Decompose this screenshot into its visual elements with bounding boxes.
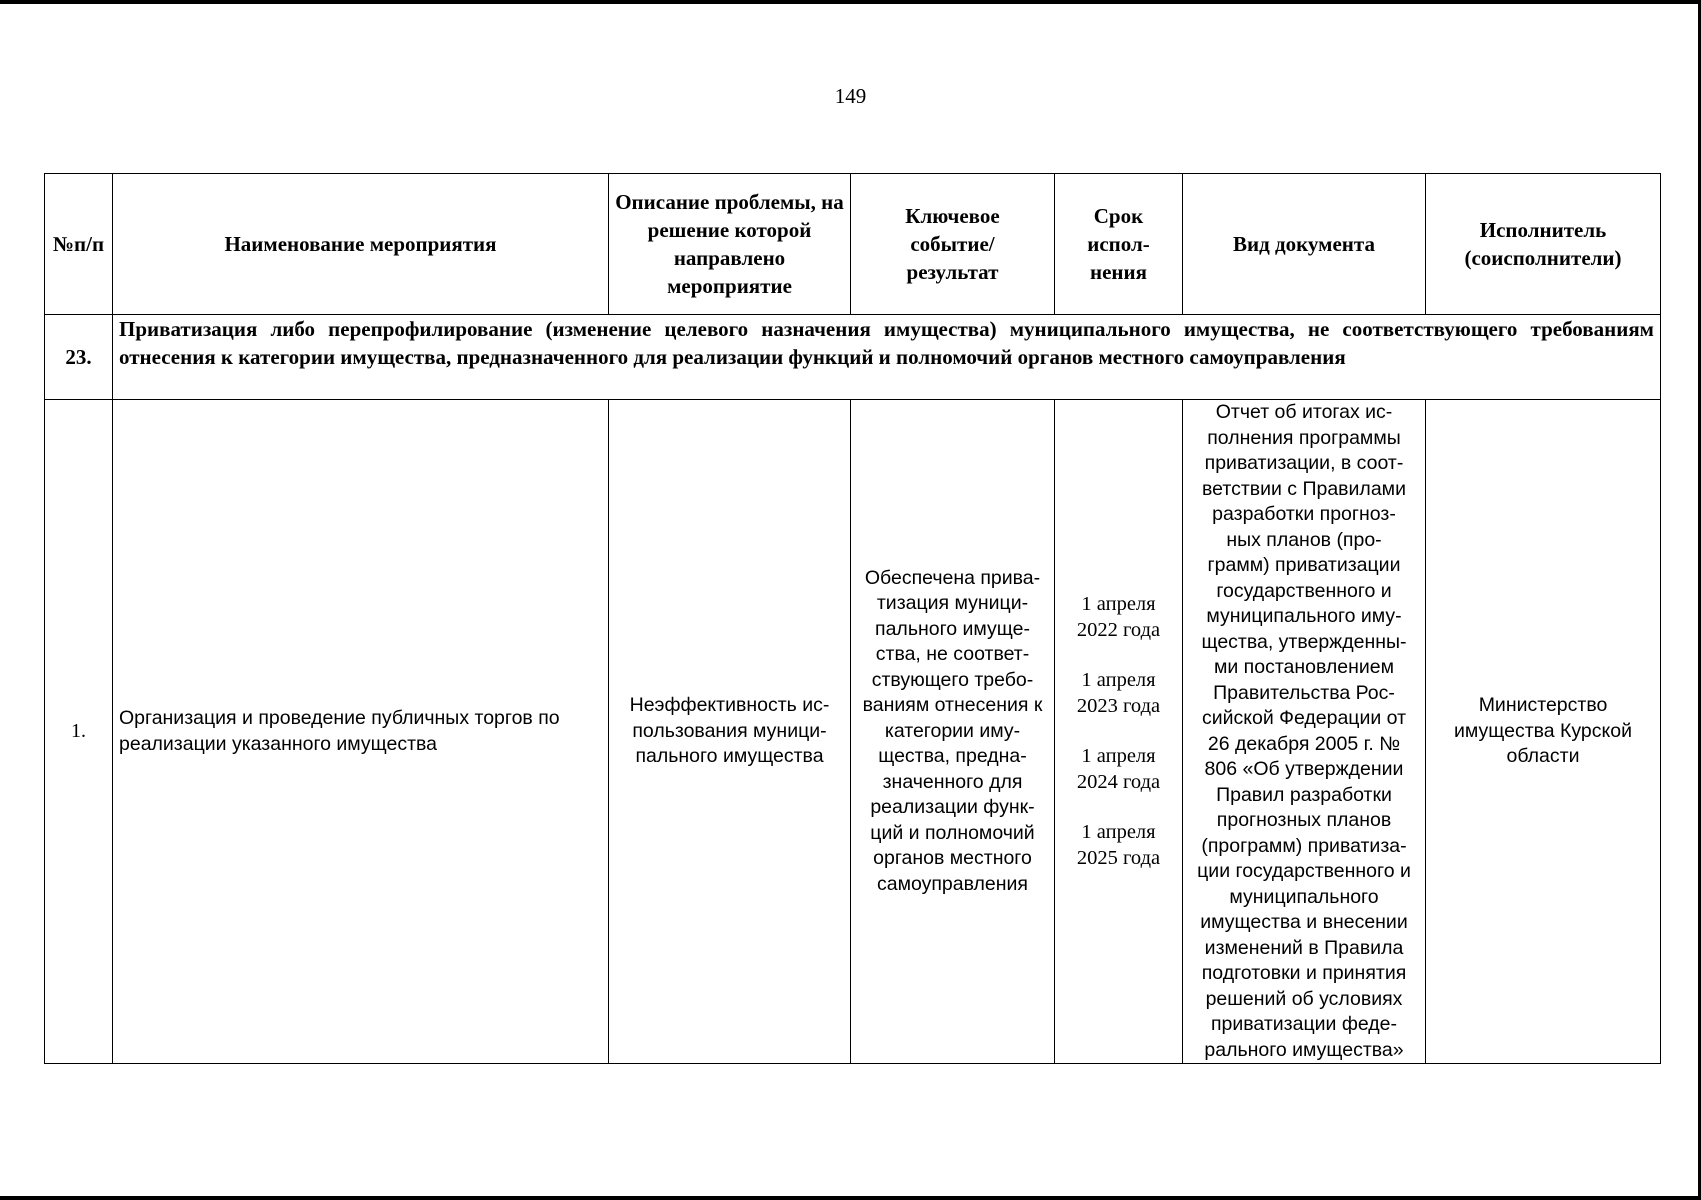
header-event: Ключевое событие/ результат [851,174,1055,315]
header-doc-type: Вид документа [1183,174,1426,315]
row-doc-type: Отчет об итогах ис- полнения программы приватизации, в соот- ветствии с Правилами разработки прогноз- ных планов (про- грамм) приватизации государственного и муниципального иму- щества, утвержденны- ми постановлением Правительства Рос- сийской Федерации от 26 декабря 2005 г. № 806 «Об утверждении Правил разработки прогнозных планов (программ) приватиза- ции государственного и муниципального имущества и внесении изменений в Правила подготовки и принятия решений об условиях приватизации феде- рального имущества» [1183,400,1426,1064]
page-number: 149 [834,84,867,108]
section-row [45,315,1661,400]
header-name: Наименование мероприятия [113,174,609,315]
section-number: 23. [45,315,113,400]
row-event: Обеспечена прива- тизация муници- пального имуще- ства, не соответ- ствующего требо- ваниям отнесения к категории иму- щества, предна- значенного для реализации функ- ций и полномочий органов местного самоуправления [851,400,1055,1064]
row-deadlines [1055,400,1183,1064]
deadline-day: 1 апреля [1081,669,1156,691]
deadline-day: 1 апреля [1081,821,1156,843]
header-problem: Описание проблемы, на решение которой направлено мероприятие [609,174,851,315]
deadline-year: 2023 года [1076,694,1161,717]
header-deadline: Срок испол- нения [1055,174,1183,315]
deadline-item [1061,592,1176,643]
deadline-year: 2022 года [1076,618,1161,641]
measures-table [44,173,1661,1064]
deadline-year: 2024 года [1076,770,1161,793]
deadline-item [1061,820,1176,871]
header-num: №п/п [45,174,113,315]
row-name: Организация и проведение публичных торгов по реализации указанного имущества [113,400,609,1064]
deadline-item [1061,668,1176,719]
table-header-row [45,174,1661,315]
header-executor: Исполнитель (соисполнители) [1426,174,1661,315]
deadline-year: 2025 года [1076,846,1161,869]
row-executor: Министерство имущества Курской области [1426,400,1661,1064]
row-num: 1. [45,400,113,1064]
table-row [45,400,1661,1064]
deadline-day: 1 апреля [1081,745,1156,767]
row-problem: Неэффективность ис- пользования муници- пального имущества [609,400,851,1064]
deadline-day: 1 апреля [1081,593,1156,615]
deadline-item [1061,744,1176,795]
section-title: Приватизация либо перепрофилирование (изменение целевого назначения имущества) муниципального имущества, не соответствующего требованиям отнесения к категории имущества, предназначенного для реализации функций и полномочий органов местного самоуправления [113,315,1661,400]
